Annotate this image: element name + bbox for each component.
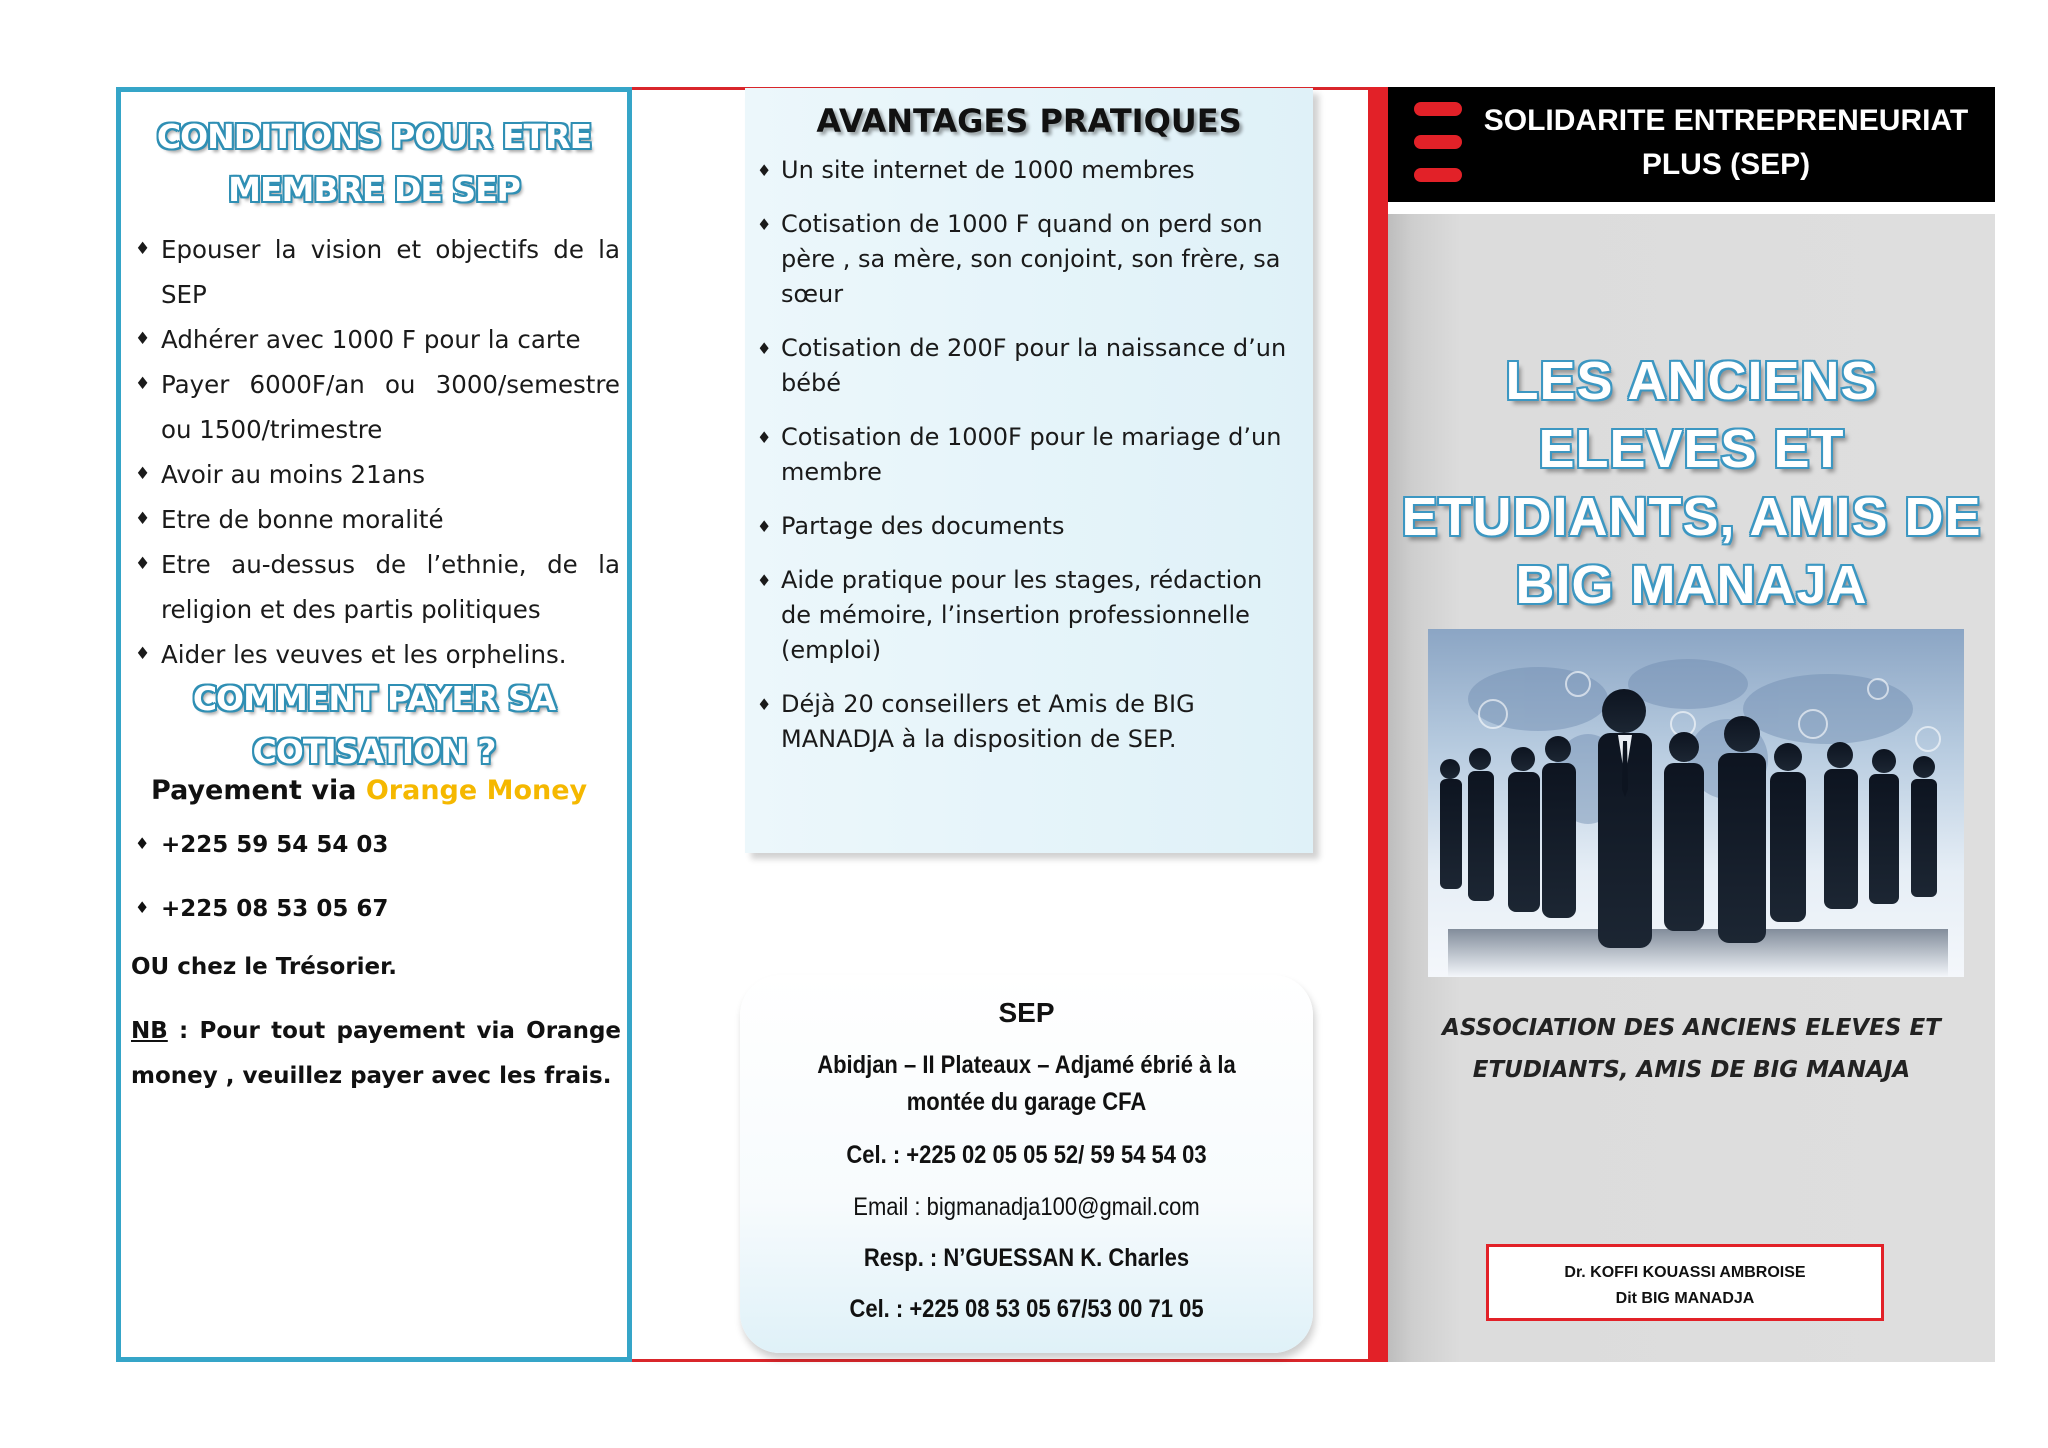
list-item: ♦ Adhérer avec 1000 F pour la carte [135,317,620,362]
list-item: ♦ Cotisation de 1000F pour le mariage d’un membre [757,420,1297,490]
red-divider [1368,87,1388,1362]
contact-responsible: Resp. : N’GUESSAN K. Charles [863,1244,1190,1272]
conditions-list [135,227,620,677]
list-item: ♦ Etre de bonne moralité [135,497,620,542]
diamond-bullet-icon: ♦ [135,898,150,917]
list-item: ♦ Cotisation de 1000 F quand on perd son père , sa mère, son conjoint, son frère, sa sœur [757,207,1297,312]
association-name: ASSOCIATION DES ANCIENS ELEVES ET ETUDIANTS, AMIS DE BIG MANAJA [1442,1015,1941,1083]
cover-panel [1388,87,1995,1362]
advantages-box [745,88,1313,853]
orange-money-label: Orange Money [365,775,588,806]
diamond-bullet-icon: ♦ [757,571,772,590]
list-item: ♦ Partage des documents [757,509,1297,544]
diamond-bullet-icon: ♦ [757,428,772,447]
list-item: ♦ Payer 6000F/an ou 3000/semestre ou 1500/trimestre [135,362,620,452]
list-item: ♦ Epouser la vision et objectifs de la SEP [135,227,620,317]
nb-note: NB : Pour tout payement via Orange money , veuillez payer avec les frais. [131,1018,622,1089]
list-item: ♦ Aide pratique pour les stages, rédaction de mémoire, l’insertion professionnelle (emploi) [757,563,1297,668]
payment-via-line: Payement via Orange Money [151,775,588,806]
diamond-bullet-icon: ♦ [135,644,151,664]
list-item: ♦ Avoir au moins 21ans [135,452,620,497]
list-item: ♦ Déjà 20 conseillers et Amis de BIG MANADJA à la disposition de SEP. [757,687,1297,757]
conditions-title: CONDITIONS POUR ETRE MEMBRE DE SEP [156,117,592,209]
diamond-bullet-icon: ♦ [135,834,150,853]
list-item: ♦ Aider les veuves et les orphelins. [135,632,620,677]
contact-email: Email : bigmanadja100@gmail.com [853,1193,1200,1221]
diamond-bullet-icon: ♦ [135,329,151,349]
contact-address: Abidjan – II Plateaux – Adjamé ébrié à la montée du garage CFA [817,1051,1236,1116]
organization-name: SOLIDARITE ENTREPRENEURIAT PLUS (SEP) [1483,104,1969,181]
silhouettes-icon [1428,629,1964,977]
phone-number: ♦ +225 08 53 05 67 [135,896,389,922]
diamond-bullet-icon: ♦ [757,339,772,358]
treasurer-note: OU chez le Trésorier. [131,954,397,980]
header-bar [1388,87,1995,202]
cover-title: LES ANCIENS ELEVES ET ETUDIANTS, AMIS DE BIG MANAJA [1401,351,1982,615]
diamond-bullet-icon: ♦ [757,695,772,714]
business-people-image [1428,629,1964,977]
diamond-bullet-icon: ♦ [757,517,772,536]
contact-title: SEP [998,997,1055,1028]
diamond-bullet-icon: ♦ [135,554,151,574]
diamond-bullet-icon: ♦ [135,239,151,259]
conditions-panel [116,87,632,1362]
payment-title: COMMENT PAYER SA COTISATION ? [192,679,556,771]
diamond-bullet-icon: ♦ [135,374,151,394]
advantages-list [757,153,1297,776]
sep-logo-icon [1414,102,1462,182]
contact-phone-2: Cel. : +225 08 53 05 67/53 00 71 05 [849,1295,1204,1323]
diamond-bullet-icon: ♦ [135,509,151,529]
founder-box: Dr. KOFFI KOUASSI AMBROISE Dit BIG MANADJA [1486,1244,1884,1321]
diamond-bullet-icon: ♦ [135,464,151,484]
diamond-bullet-icon: ♦ [757,215,772,234]
contact-phone: Cel. : +225 02 05 05 52/ 59 54 54 03 [846,1141,1207,1169]
list-item: ♦ Cotisation de 200F pour la naissance d’un bébé [757,331,1297,401]
contact-box [740,975,1313,1353]
list-item: ♦ Un site internet de 1000 membres [757,153,1297,188]
diamond-bullet-icon: ♦ [757,161,772,180]
phone-number: ♦ +225 59 54 54 03 [135,832,389,858]
advantages-title: AVANTAGES PRATIQUES [816,102,1242,140]
list-item: ♦ Etre au-dessus de l’ethnie, de la religion et des partis politiques [135,542,620,632]
